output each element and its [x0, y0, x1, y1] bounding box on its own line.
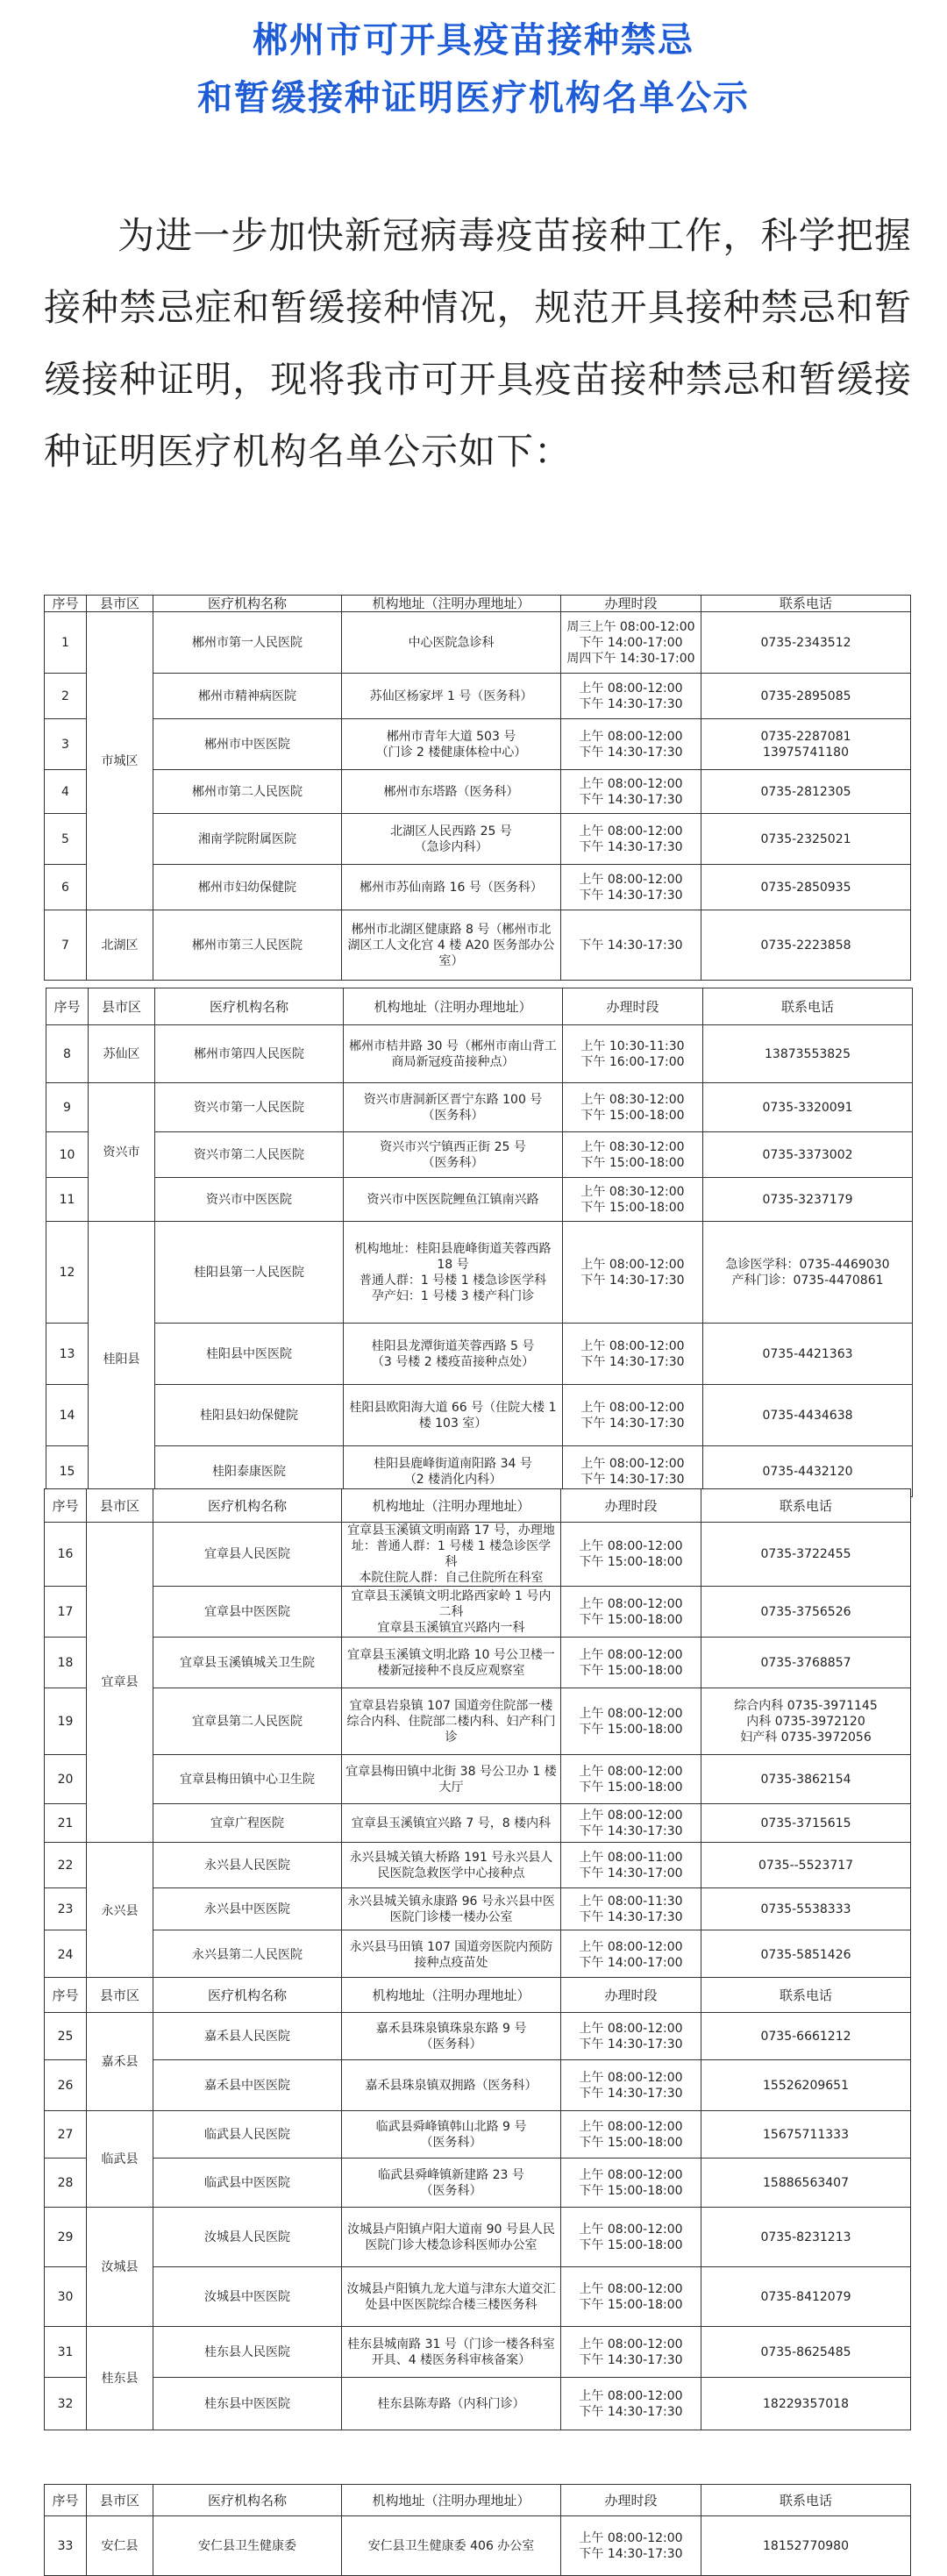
- no-cell: 16: [45, 1523, 87, 1587]
- name-cell: 资兴市中医医院: [155, 1178, 344, 1222]
- phone-cell: 0735-8231213: [701, 2208, 911, 2267]
- address-cell: 嘉禾县珠泉镇双拥路（医务科）: [342, 2060, 561, 2111]
- phone-cell: 13873553825: [703, 1025, 913, 1083]
- phone-cell: 0735-3768857: [701, 1638, 911, 1688]
- header-hours: 办理时段: [561, 1489, 701, 1523]
- table-row: [45, 2378, 911, 2430]
- name-cell: 桂东县中医医院: [153, 2378, 342, 2430]
- no-cell: 18: [45, 1638, 87, 1688]
- address-cell: 临武县舜峰镇韩山北路 9 号 （医务科）: [342, 2111, 561, 2159]
- hours-cell: 上午 08:00-12:00 下午 14:30-17:30: [561, 2013, 701, 2060]
- phone-cell: 0735-8412079: [701, 2267, 911, 2327]
- address-cell: 永兴县城关镇永康路 96 号永兴县中医医院门诊楼一楼办公室: [342, 1888, 561, 1930]
- hours-cell: 上午 08:30-12:00 下午 15:00-18:00: [563, 1178, 703, 1222]
- no-cell: 14: [46, 1385, 89, 1446]
- name-cell: 湘南学院附属医院: [153, 814, 342, 865]
- phone-cell: 0735--5523717: [701, 1843, 911, 1888]
- name-cell: 郴州市第一人民医院: [153, 612, 342, 674]
- header-address: 机构地址（注明办理地址）: [344, 988, 563, 1025]
- table-row: [45, 1688, 911, 1755]
- phone-cell: 0735-2223858: [701, 910, 911, 981]
- no-cell: 31: [45, 2327, 87, 2378]
- address-cell: 机构地址：桂阳县鹿峰街道芙蓉西路 18 号 普通人群：1 号楼 1 楼急诊医学科 孕产妇：1 号楼 3 楼产科门诊: [344, 1222, 563, 1324]
- table-row: [45, 1587, 911, 1638]
- address-cell: 北湖区人民西路 25 号 （急诊内科）: [342, 814, 561, 865]
- county-cell: 苏仙区: [89, 1025, 155, 1083]
- header-hours: 办理时段: [561, 2485, 701, 2516]
- no-cell: 4: [45, 770, 87, 814]
- county-cell: 汝城县: [87, 2208, 153, 2327]
- county-cell: 资兴市: [89, 1083, 155, 1222]
- header-address: 机构地址（注明办理地址）: [342, 1489, 561, 1523]
- hours-cell: 上午 08:00-12:00 下午 15:00-18:00: [561, 1587, 701, 1638]
- phone-cell: 0735-4421363: [703, 1324, 913, 1385]
- name-cell: 郴州市第四人民医院: [155, 1025, 344, 1083]
- no-cell: 9: [46, 1083, 89, 1132]
- name-cell: 嘉禾县中医医院: [153, 2060, 342, 2111]
- table-row: [45, 2327, 911, 2378]
- header-name: 医疗机构名称: [153, 596, 342, 612]
- header-no: 序号: [45, 1489, 87, 1523]
- header-hours: 办理时段: [563, 988, 703, 1025]
- table-row: [46, 1025, 913, 1083]
- table-row: [45, 1930, 911, 1980]
- hours-cell: 上午 08:00-12:00 下午 14:30-17:30: [561, 1804, 701, 1843]
- hours-cell: 上午 08:00-12:00 下午 14:30-17:30: [561, 2327, 701, 2378]
- hours-cell: 上午 08:00-12:00 下午 15:00-18:00: [561, 2111, 701, 2159]
- no-cell: 21: [45, 1804, 87, 1843]
- hours-cell: 上午 08:30-12:00 下午 15:00-18:00: [563, 1083, 703, 1132]
- address-cell: 郴州市苏仙南路 16 号（医务科）: [342, 865, 561, 910]
- county-cell: 宜章县: [87, 1523, 153, 1843]
- header-hours: 办理时段: [561, 1978, 701, 2013]
- address-cell: 永兴县城关镇大桥路 191 号永兴县人民医院急救医学中心接种点: [342, 1843, 561, 1888]
- address-cell: 宜章县岩泉镇 107 国道旁住院部一楼综合内科、住院部二楼内科、妇产科门诊: [342, 1688, 561, 1755]
- address-cell: 桂阳县鹿峰街道南阳路 34 号 （2 楼消化内科）: [344, 1446, 563, 1497]
- name-cell: 宜章广程医院: [153, 1804, 342, 1843]
- header-phone: 联系电话: [703, 988, 913, 1025]
- institution-table-part-4: [44, 1977, 911, 2430]
- hours-cell: 上午 08:00-12:00 下午 15:00-18:00: [561, 1638, 701, 1688]
- no-cell: 32: [45, 2378, 87, 2430]
- no-cell: 27: [45, 2111, 87, 2159]
- table-row: [46, 1385, 913, 1446]
- no-cell: 8: [46, 1025, 89, 1083]
- phone-cell: 0735-2325021: [701, 814, 911, 865]
- no-cell: 28: [45, 2159, 87, 2208]
- phone-cell: 0735-2812305: [701, 770, 911, 814]
- hours-cell: 上午 08:00-12:00 下午 14:30-17:30: [563, 1385, 703, 1446]
- header-county: 县市区: [87, 596, 153, 612]
- no-cell: 11: [46, 1178, 89, 1222]
- phone-cell: 0735-6661212: [701, 2013, 911, 2060]
- address-cell: 资兴市中医医院鲤鱼江镇南兴路: [344, 1178, 563, 1222]
- no-cell: 3: [45, 719, 87, 770]
- institution-table-part-1: [44, 595, 911, 981]
- address-cell: 桂东县陈寿路（内科门诊）: [342, 2378, 561, 2430]
- no-cell: 12: [46, 1222, 89, 1324]
- address-cell: 桂东县城南路 31 号（门诊一楼各科室开具、4 楼医务科审核备案）: [342, 2327, 561, 2378]
- table-row: [46, 1178, 913, 1222]
- phone-cell: 0735-4432120: [703, 1446, 913, 1497]
- phone-cell: 0735-4434638: [703, 1385, 913, 1446]
- table-header-row: [45, 2485, 911, 2516]
- table-row: [45, 2111, 911, 2159]
- county-cell: 市城区: [87, 612, 153, 910]
- header-county: 县市区: [87, 2485, 153, 2516]
- hours-cell: 上午 08:00-12:00 下午 15:00-18:00: [561, 2159, 701, 2208]
- name-cell: 汝城县人民医院: [153, 2208, 342, 2267]
- address-cell: 苏仙区杨家坪 1 号（医务科）: [342, 674, 561, 719]
- table-row: [45, 719, 911, 770]
- hours-cell: 上午 08:00-12:00 下午 14:30-17:30: [561, 814, 701, 865]
- address-cell: 嘉禾县珠泉镇珠泉东路 9 号 （医务科）: [342, 2013, 561, 2060]
- table-header-row: [45, 1978, 911, 2013]
- address-cell: 中心医院急诊科: [342, 612, 561, 674]
- name-cell: 宜章县中医医院: [153, 1587, 342, 1638]
- header-county: 县市区: [87, 1978, 153, 2013]
- address-cell: 宜章县玉溪镇文明南路 17 号，办理地址：普通人群：1 号楼 1 楼急诊医学科 本院住院人群：自己住院所在科室: [342, 1523, 561, 1587]
- table-row: [45, 1843, 911, 1888]
- phone-cell: 0735-5538333: [701, 1888, 911, 1930]
- header-no: 序号: [45, 1978, 87, 2013]
- name-cell: 郴州市第二人民医院: [153, 770, 342, 814]
- header-phone: 联系电话: [701, 1978, 911, 2013]
- name-cell: 临武县人民医院: [153, 2111, 342, 2159]
- address-cell: 安仁县卫生健康委 406 办公室: [342, 2516, 561, 2576]
- name-cell: 永兴县人民医院: [153, 1843, 342, 1888]
- name-cell: 桂阳县中医医院: [155, 1324, 344, 1385]
- county-cell: 安仁县: [87, 2516, 153, 2576]
- address-cell: 临武县舜峰镇新建路 23 号 （医务科）: [342, 2159, 561, 2208]
- header-county: 县市区: [89, 988, 155, 1025]
- name-cell: 宜章县梅田镇中心卫生院: [153, 1755, 342, 1804]
- hours-cell: 上午 08:00-12:00 下午 14:30-17:30: [561, 770, 701, 814]
- county-cell: 永兴县: [87, 1843, 153, 1980]
- county-cell: 嘉禾县: [87, 2013, 153, 2111]
- phone-cell: 综合内科 0735-3971145 内科 0735-3972120 妇产科 0735-3972056: [701, 1688, 911, 1755]
- header-name: 医疗机构名称: [153, 2485, 342, 2516]
- address-cell: 宜章县玉溪镇宜兴路 7 号，8 楼内科: [342, 1804, 561, 1843]
- phone-cell: 0735-3320091: [703, 1083, 913, 1132]
- county-cell: 桂东县: [87, 2327, 153, 2430]
- address-cell: 桂阳县龙潭街道芙蓉西路 5 号 （3 号楼 2 楼疫苗接种点处）: [344, 1324, 563, 1385]
- address-cell: 资兴市兴宁镇西正街 25 号 （医务科）: [344, 1132, 563, 1178]
- hours-cell: 上午 08:00-12:00 下午 14:30-17:30: [563, 1324, 703, 1385]
- no-cell: 29: [45, 2208, 87, 2267]
- table-row: [45, 612, 911, 674]
- hours-cell: 上午 08:00-12:00 下午 15:00-18:00: [561, 2208, 701, 2267]
- phone-cell: 0735-8625485: [701, 2327, 911, 2378]
- phone-cell: 0735-2287081 13975741180: [701, 719, 911, 770]
- name-cell: 郴州市中医医院: [153, 719, 342, 770]
- header-no: 序号: [45, 2485, 87, 2516]
- table-row: [45, 1523, 911, 1587]
- header-no: 序号: [45, 596, 87, 612]
- header-name: 医疗机构名称: [153, 1489, 342, 1523]
- address-cell: 汝城县卢阳镇卢阳大道南 90 号县人民医院门诊大楼急诊科医师办公室: [342, 2208, 561, 2267]
- name-cell: 资兴市第一人民医院: [155, 1083, 344, 1132]
- header-address: 机构地址（注明办理地址）: [342, 2485, 561, 2516]
- table-row: [45, 1804, 911, 1843]
- hours-cell: 上午 08:00-12:00 下午 14:30-17:30: [561, 674, 701, 719]
- name-cell: 桂阳县妇幼保健院: [155, 1385, 344, 1446]
- hours-cell: 上午 08:00-11:30 下午 14:30-17:30: [561, 1888, 701, 1930]
- name-cell: 桂东县人民医院: [153, 2327, 342, 2378]
- hours-cell: 上午 08:00-12:00 下午 14:30-17:30: [561, 719, 701, 770]
- header-address: 机构地址（注明办理地址）: [342, 596, 561, 612]
- phone-cell: 0735-2343512: [701, 612, 911, 674]
- name-cell: 桂阳泰康医院: [155, 1446, 344, 1497]
- hours-cell: 上午 08:00-11:00 下午 14:30-17:00: [561, 1843, 701, 1888]
- table-row: [45, 2208, 911, 2267]
- address-cell: 郴州市青年大道 503 号 （门诊 2 楼健康体检中心）: [342, 719, 561, 770]
- phone-cell: 15526209651: [701, 2060, 911, 2111]
- hours-cell: 上午 08:00-12:00 下午 14:30-17:30: [561, 2516, 701, 2576]
- table-row: [46, 1083, 913, 1132]
- hours-cell: 上午 08:00-12:00 下午 14:30-17:30: [561, 865, 701, 910]
- address-cell: 宜章县梅田镇中北街 38 号公卫办 1 楼大厅: [342, 1755, 561, 1804]
- name-cell: 郴州市精神病医院: [153, 674, 342, 719]
- table-row: [45, 2013, 911, 2060]
- header-hours: 办理时段: [561, 596, 701, 612]
- no-cell: 19: [45, 1688, 87, 1755]
- phone-cell: 0735-3237179: [703, 1178, 913, 1222]
- name-cell: 永兴县第二人民医院: [153, 1930, 342, 1980]
- table-header-row: [45, 596, 911, 612]
- address-cell: 郴州市东塔路（医务科）: [342, 770, 561, 814]
- table-row: [45, 865, 911, 910]
- phone-cell: 0735-3756526: [701, 1587, 911, 1638]
- no-cell: 1: [45, 612, 87, 674]
- table-row: [45, 1888, 911, 1930]
- header-phone: 联系电话: [701, 1489, 911, 1523]
- phone-cell: 15886563407: [701, 2159, 911, 2208]
- table-row: [46, 1132, 913, 1178]
- header-no: 序号: [46, 988, 89, 1025]
- no-cell: 22: [45, 1843, 87, 1888]
- table-row: [45, 2267, 911, 2327]
- table-header-row: [45, 1489, 911, 1523]
- name-cell: 安仁县卫生健康委: [153, 2516, 342, 2576]
- table-row: [45, 1755, 911, 1804]
- phone-cell: 0735-2895085: [701, 674, 911, 719]
- hours-cell: 上午 08:00-12:00 下午 14:30-17:30: [561, 2060, 701, 2111]
- name-cell: 汝城县中医医院: [153, 2267, 342, 2327]
- no-cell: 17: [45, 1587, 87, 1638]
- county-cell: 桂阳县: [89, 1222, 155, 1497]
- no-cell: 24: [45, 1930, 87, 1980]
- name-cell: 永兴县中医医院: [153, 1888, 342, 1930]
- phone-cell: 0735-3715615: [701, 1804, 911, 1843]
- intro-paragraph: 为进一步加快新冠病毒疫苗接种工作，科学把握接种禁忌症和暂缓接种情况，规范开具接种禁忌和暂缓接种证明，现将我市可开具疫苗接种禁忌和暂缓接种证明医疗机构名单公示如下：: [44, 214, 912, 473]
- no-cell: 13: [46, 1324, 89, 1385]
- address-cell: 宜章县玉溪镇文明北路西家岭 1 号内二科 宜章县玉溪镇宜兴路内一科: [342, 1587, 561, 1638]
- address-cell: 郴州市桔井路 30 号（郴州市南山背工商局新冠疫苗接种点）: [344, 1025, 563, 1083]
- table-row: [45, 2060, 911, 2111]
- no-cell: 25: [45, 2013, 87, 2060]
- header-phone: 联系电话: [701, 596, 911, 612]
- no-cell: 20: [45, 1755, 87, 1804]
- institution-table-part-5: [44, 2484, 911, 2576]
- name-cell: 资兴市第二人民医院: [155, 1132, 344, 1178]
- no-cell: 10: [46, 1132, 89, 1178]
- name-cell: 宜章县人民医院: [153, 1523, 342, 1587]
- address-cell: 汝城县卢阳镇九龙大道与津东大道交汇处县中医医院综合楼三楼医务科: [342, 2267, 561, 2327]
- hours-cell: 上午 08:00-12:00 下午 15:00-18:00: [561, 1688, 701, 1755]
- county-cell: 临武县: [87, 2111, 153, 2208]
- table-row: [45, 814, 911, 865]
- address-cell: 桂阳县欧阳海大道 66 号（住院大楼 1 楼 103 室）: [344, 1385, 563, 1446]
- hours-cell: 上午 08:00-12:00 下午 14:30-17:30: [561, 2378, 701, 2430]
- institution-table-part-3: [44, 1488, 911, 1980]
- no-cell: 23: [45, 1888, 87, 1930]
- county-cell: 北湖区: [87, 910, 153, 981]
- document-title-line1: 郴州市可开具疫苗接种禁忌: [253, 20, 694, 61]
- name-cell: 郴州市第三人民医院: [153, 910, 342, 981]
- table-row: [46, 1222, 913, 1324]
- no-cell: 2: [45, 674, 87, 719]
- name-cell: 郴州市妇幼保健院: [153, 865, 342, 910]
- hours-cell: 上午 08:00-12:00 下午 14:30-17:30: [563, 1222, 703, 1324]
- no-cell: 26: [45, 2060, 87, 2111]
- table-row: [45, 1638, 911, 1688]
- hours-cell: 上午 08:00-12:00 下午 14:00-17:00: [561, 1930, 701, 1980]
- phone-cell: 急诊医学科：0735-4469030 产科门诊：0735-4470861: [703, 1222, 913, 1324]
- document-title-line2: 和暂缓接种证明医疗机构名单公示: [197, 78, 750, 118]
- no-cell: 5: [45, 814, 87, 865]
- name-cell: 宜章县第二人民医院: [153, 1688, 342, 1755]
- name-cell: 桂阳县第一人民医院: [155, 1222, 344, 1324]
- hours-cell: 上午 08:00-12:00 下午 15:00-18:00: [561, 2267, 701, 2327]
- institution-table-part-2: [46, 988, 913, 1497]
- name-cell: 嘉禾县人民医院: [153, 2013, 342, 2060]
- header-address: 机构地址（注明办理地址）: [342, 1978, 561, 2013]
- hours-cell: 上午 08:00-12:00 下午 15:00-18:00: [561, 1523, 701, 1587]
- header-name: 医疗机构名称: [155, 988, 344, 1025]
- table-row: [45, 770, 911, 814]
- phone-cell: 15675711333: [701, 2111, 911, 2159]
- table-row: [45, 674, 911, 719]
- phone-cell: 0735-2850935: [701, 865, 911, 910]
- no-cell: 6: [45, 865, 87, 910]
- phone-cell: 0735-3862154: [701, 1755, 911, 1804]
- hours-cell: 上午 08:30-12:00 下午 15:00-18:00: [563, 1132, 703, 1178]
- phone-cell: 18229357018: [701, 2378, 911, 2430]
- header-phone: 联系电话: [701, 2485, 911, 2516]
- phone-cell: 0735-3722455: [701, 1523, 911, 1587]
- hours-cell: 上午 08:00-12:00 下午 14:30-17:30: [563, 1446, 703, 1497]
- no-cell: 15: [46, 1446, 89, 1497]
- table-row: [45, 2159, 911, 2208]
- address-cell: 郴州市北湖区健康路 8 号（郴州市北湖区工人文化宫 4 楼 A20 医务部办公室）: [342, 910, 561, 981]
- table-row: [46, 1324, 913, 1385]
- no-cell: 33: [45, 2516, 87, 2576]
- phone-cell: 18152770980: [701, 2516, 911, 2576]
- hours-cell: 周三上午 08:00-12:00 下午 14:00-17:00 周四下午 14:30-17:00: [561, 612, 701, 674]
- no-cell: 30: [45, 2267, 87, 2327]
- address-cell: 资兴市唐洞新区晋宁东路 100 号 （医务科）: [344, 1083, 563, 1132]
- phone-cell: 0735-3373002: [703, 1132, 913, 1178]
- address-cell: 永兴县马田镇 107 国道旁医院内预防接种点疫苗处: [342, 1930, 561, 1980]
- hours-cell: 下午 14:30-17:30: [561, 910, 701, 981]
- phone-cell: 0735-5851426: [701, 1930, 911, 1980]
- address-cell: 宜章县玉溪镇文明北路 10 号公卫楼一楼新冠接种不良反应观察室: [342, 1638, 561, 1688]
- no-cell: 7: [45, 910, 87, 981]
- name-cell: 临武县中医医院: [153, 2159, 342, 2208]
- table-row: [45, 910, 911, 981]
- hours-cell: 上午 10:30-11:30 下午 16:00-17:00: [563, 1025, 703, 1083]
- hours-cell: 上午 08:00-12:00 下午 15:00-18:00: [561, 1755, 701, 1804]
- name-cell: 宜章县玉溪镇城关卫生院: [153, 1638, 342, 1688]
- table-row: [45, 2516, 911, 2576]
- header-name: 医疗机构名称: [153, 1978, 342, 2013]
- table-header-row: [46, 988, 913, 1025]
- header-county: 县市区: [87, 1489, 153, 1523]
